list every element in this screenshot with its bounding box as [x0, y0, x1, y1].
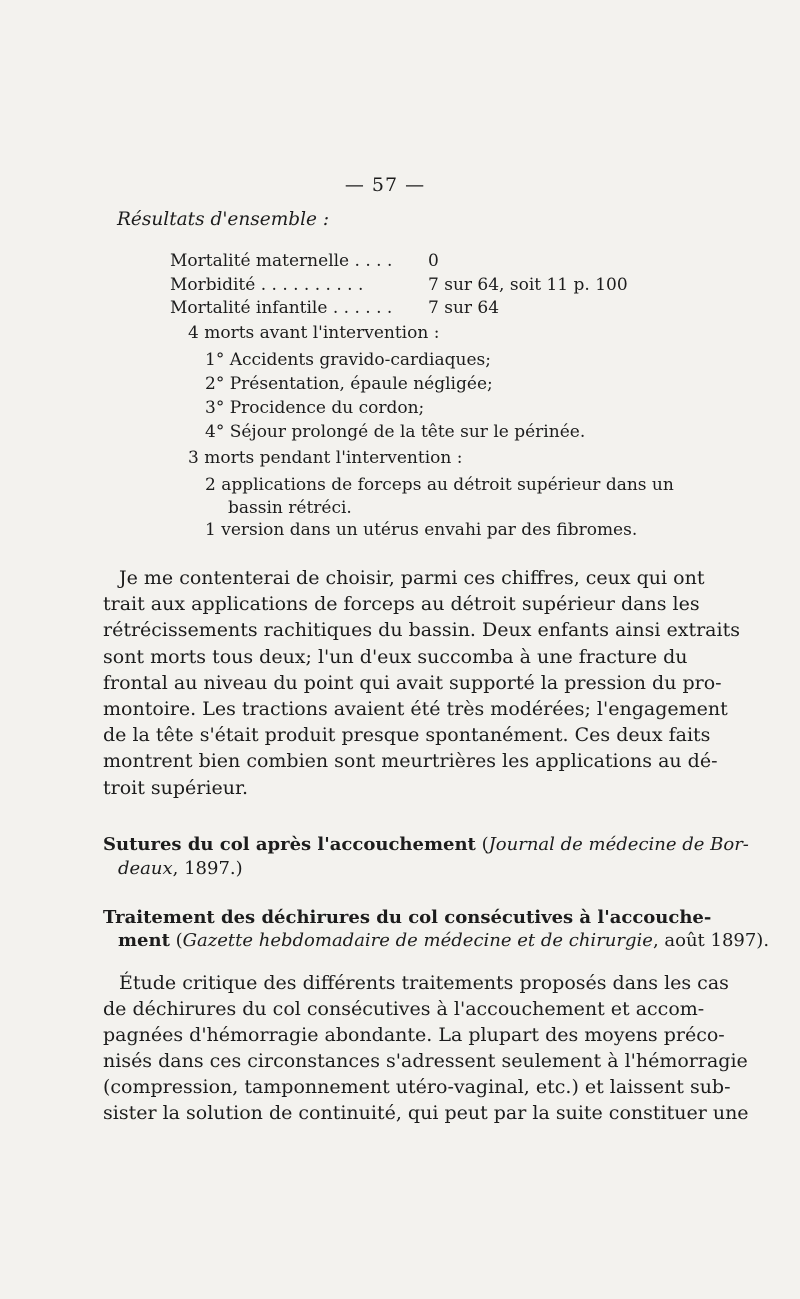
reference-date: , août 1897). — [652, 930, 770, 951]
paragraph-line: sister la solution de continuité, qui peut par la suite constituer une — [103, 1102, 749, 1124]
results-heading: Résultats d'ensemble : — [117, 209, 330, 230]
paragraph-line: montrent bien combien sont meurtrières les applications au dé- — [103, 750, 718, 772]
paragraph-line: trait aux applications de forceps au détroit supérieur dans les — [103, 593, 700, 615]
reference-journal-cont: deaux — [118, 858, 173, 879]
reference-traitement — [103, 906, 712, 930]
stat-label: Morbidité . . . . . . . . . . — [170, 275, 364, 295]
paragraph-line: (compression, tamponnement utéro-vaginal, etc.) et laissent sub- — [103, 1076, 731, 1098]
stat-value: 0 — [428, 251, 439, 271]
reference-title: Traitement des déchirures du col consécutives à l'accouche- — [103, 907, 712, 928]
stat-value: 7 sur 64, soit 11 p. 100 — [428, 275, 628, 295]
reference-sutures-cont — [118, 857, 418, 881]
stat-label: Mortalité infantile . . . . . . — [170, 298, 393, 318]
stat-row-morbidity — [170, 275, 628, 295]
reference-title-cont: ment — [118, 930, 170, 951]
reference-traitement-cont: ment (Gazette hebdomadaire de médecine et de chirurgie, août 1897). — [118, 930, 770, 951]
stat-label: Mortalité maternelle . . . . — [170, 251, 393, 271]
list-item: 1 version dans un utérus envahi par des fibromes. — [205, 520, 638, 540]
paragraph-line: montoire. Les tractions avaient été très modérées; l'engagement — [103, 698, 728, 720]
paragraph-line: de déchirures du col consécutives à l'accouchement et accom- — [103, 998, 705, 1020]
paragraph-line: Étude critique des différents traitements proposés dans les cas — [119, 972, 729, 994]
stat-row-maternal-mortality — [170, 251, 439, 271]
reference-sutures: Sutures du col après l'accouchement (Journal de médecine de Bor- — [103, 834, 749, 855]
paragraph-line: sont morts tous deux; l'un d'eux succomba à une fracture du — [103, 646, 688, 668]
paragraph-line: de la tête s'était produit presque spontanément. Ces deux faits — [103, 724, 711, 746]
list-item: 2° Présentation, épaule négligée; — [205, 374, 493, 394]
list-item: 3° Procidence du cordon; — [205, 398, 425, 418]
reference-journal: Journal de médecine de Bor- — [488, 834, 749, 855]
paragraph-line: nisés dans ces circonstances s'adressent seulement à l'hémorragie — [103, 1050, 748, 1072]
list-item-continuation: bassin rétréci. — [228, 498, 352, 518]
deaths-before-heading: 4 morts avant l'intervention : — [188, 323, 440, 343]
paragraph-line: frontal au niveau du point qui avait supporté la pression du pro- — [103, 672, 722, 694]
list-item: 1° Accidents gravido-cardiaques; — [205, 350, 491, 370]
reference-date: , 1897.) — [172, 858, 243, 879]
stat-row-infant-mortality — [170, 298, 499, 318]
list-item: 4° Séjour prolongé de la tête sur le périnée. — [205, 422, 586, 442]
stat-value: 7 sur 64 — [428, 298, 500, 318]
reference-journal: Gazette hebdomadaire de médecine et de chirurgie — [182, 930, 653, 951]
reference-title: Sutures du col après l'accouchement — [103, 834, 476, 855]
paragraph-line: pagnées d'hémorragie abondante. La plupart des moyens préco- — [103, 1024, 725, 1046]
paragraph-line: rétrécissements rachitiques du bassin. Deux enfants ainsi extraits — [103, 619, 740, 641]
page-number: — 57 — — [344, 174, 426, 196]
deaths-during-heading: 3 morts pendant l'intervention : — [188, 448, 463, 468]
list-item: 2 applications de forceps au détroit supérieur dans un — [205, 475, 674, 495]
paragraph-line: troit supérieur. — [103, 777, 248, 799]
paragraph-line: Je me contenterai de choisir, parmi ces chiffres, ceux qui ont — [119, 567, 705, 589]
